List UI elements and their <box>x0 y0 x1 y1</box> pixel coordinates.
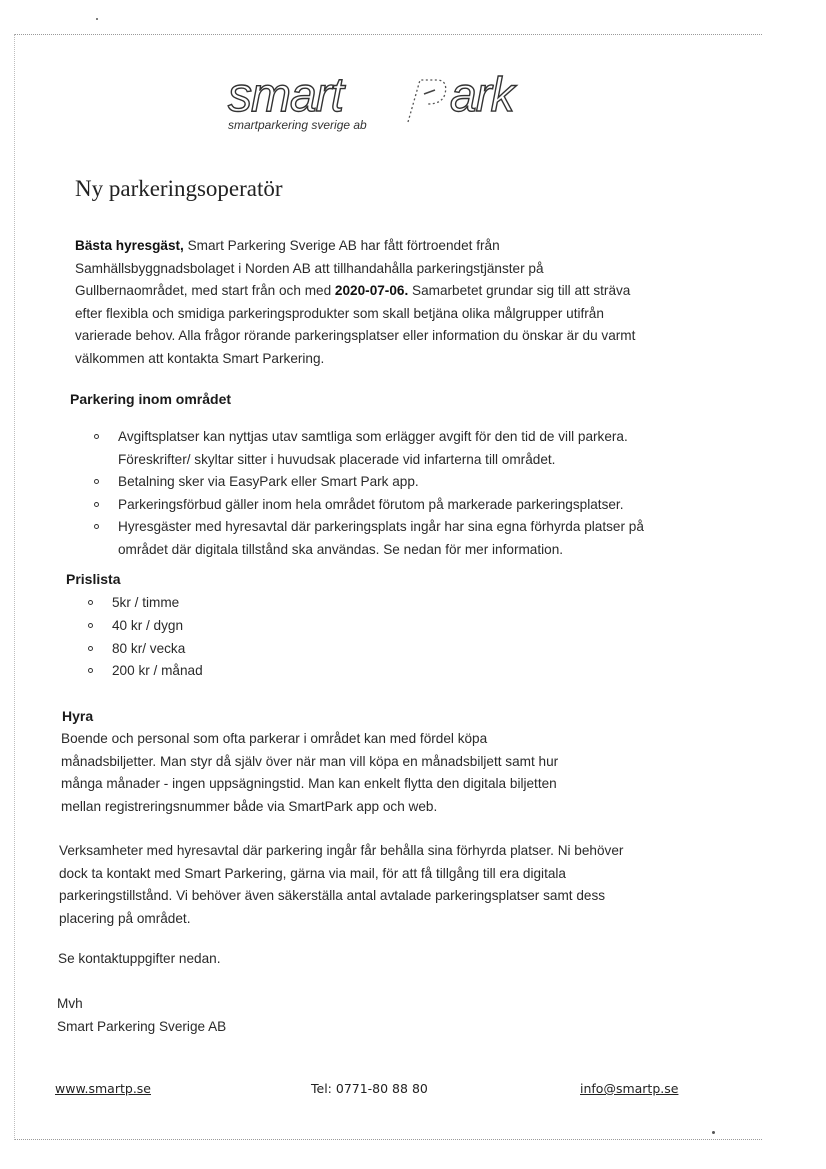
price-item <box>86 615 203 638</box>
price-text: 200 kr / månad <box>112 663 203 679</box>
scan-speck <box>96 18 98 20</box>
rent-line: många månader - ingen uppsägningstid. Man kan enkelt flytta den digitala biljetten <box>61 776 557 791</box>
footer-email-link[interactable]: info@smartp.se <box>580 1081 679 1096</box>
bullet-icon <box>94 502 99 507</box>
logo-word-left: smart <box>228 69 343 122</box>
bullet-text: Avgiftsplatser kan nyttjas utav samtliga som erlägger avgift för den tid de vill parkera. <box>118 429 628 444</box>
price-item <box>86 660 203 683</box>
price-item <box>86 638 203 661</box>
document-title: Ny parkeringsoperatör <box>75 176 283 201</box>
rent-heading: Hyra <box>62 708 94 724</box>
price-list <box>86 592 203 683</box>
rent-paragraph-1 <box>61 728 558 818</box>
price-text: 80 kr/ vecka <box>112 640 186 656</box>
price-text: 5kr / timme <box>112 595 180 610</box>
list-item <box>92 516 644 561</box>
intro-line: Gullbernaområdet, med start från och med <box>75 283 332 298</box>
bullet-text: Föreskrifter/ skyltar sitter i huvudsak placerade vid infarterna till området. <box>118 451 556 467</box>
bullet-icon <box>94 479 99 484</box>
signature-company: Smart Parkering Sverige AB <box>57 1018 227 1034</box>
parking-rules-list <box>92 426 644 561</box>
rent-line: dock ta kontakt med Smart Parkering, gärna via mail, för att få tillgång till era digitala <box>59 865 566 881</box>
bullet-text: Parkeringsförbud gäller inom hela området förutom på markerade parkeringsplatser. <box>118 496 624 512</box>
bullet-icon <box>88 668 93 673</box>
price-text: 40 kr / dygn <box>112 617 184 633</box>
rent-paragraph-2 <box>59 840 623 930</box>
list-item <box>92 471 644 494</box>
signature-closing: Mvh <box>57 996 83 1011</box>
rent-line: Verksamheter med hyresavtal där parkering ingår får behålla sina förhyrda platser. Ni behöver <box>59 843 624 858</box>
bullet-text: området där digitala tillstånd ska användas. Se nedan för mer information. <box>118 541 564 557</box>
logo-word-right: ark <box>450 69 514 122</box>
start-date: 2020-07-06. <box>334 283 409 298</box>
logo-p-mark-icon <box>398 72 450 128</box>
smartpark-logo <box>228 68 558 138</box>
intro-line: varierade behov. Alla frågor rörande parkeringsplatser eller information du önskar är du varmt <box>75 328 636 343</box>
list-item <box>92 426 644 471</box>
bullet-text: Betalning sker via EasyPark eller Smart Park app. <box>118 474 419 489</box>
intro-paragraph <box>75 235 635 370</box>
intro-line: efter flexibla och smidiga parkeringsprodukter som skall betjäna olika målgrupper utifrån <box>75 305 604 321</box>
signature <box>57 993 226 1038</box>
rent-line: parkeringstillstånd. Vi behöver även säkerställa antal avtalade parkeringsplatser samt dess <box>59 888 606 903</box>
footer-website-link[interactable]: www.smartp.se <box>55 1081 151 1096</box>
contact-note <box>58 948 221 971</box>
rent-line: Boende och personal som ofta parkerar i området kan med fördel köpa <box>61 731 488 746</box>
rent-line: placering på området. <box>59 910 191 926</box>
intro-line: Smart Parkering Sverige AB har fått förtroendet från <box>187 238 500 253</box>
contact-note-text: Se kontaktuppgifter nedan. <box>58 951 221 966</box>
bullet-icon <box>94 434 99 439</box>
intro-line: välkommen att kontakta Smart Parkering. <box>75 350 325 366</box>
intro-line: Samarbetet grundar sig till att sträva <box>412 283 631 298</box>
bullet-icon <box>88 623 93 628</box>
logo-tagline: smartparkering sverige ab <box>228 118 367 132</box>
bullet-icon <box>94 524 99 529</box>
parking-heading: Parkering inom området <box>70 391 232 407</box>
scan-speck <box>712 1131 715 1134</box>
greeting: Bästa hyresgäst, <box>75 238 184 253</box>
rent-line: månadsbiljetter. Man styr då själv över när man vill köpa en månadsbiljett samt hur <box>61 753 559 769</box>
bullet-text: Hyresgäster med hyresavtal där parkeringsplats ingår har sina egna förhyrda platser på <box>118 519 644 534</box>
price-list-heading: Prislista <box>66 571 121 587</box>
footer-phone: Tel: 0771-80 88 80 <box>311 1081 428 1096</box>
list-item <box>92 494 644 517</box>
rent-line: mellan registreringsnummer både via SmartPark app och web. <box>61 798 438 814</box>
bullet-icon <box>88 600 93 605</box>
price-item <box>86 592 203 615</box>
intro-line: Samhällsbyggnadsbolaget i Norden AB att tillhandahålla parkeringstjänster på <box>75 260 544 276</box>
bullet-icon <box>88 646 93 651</box>
